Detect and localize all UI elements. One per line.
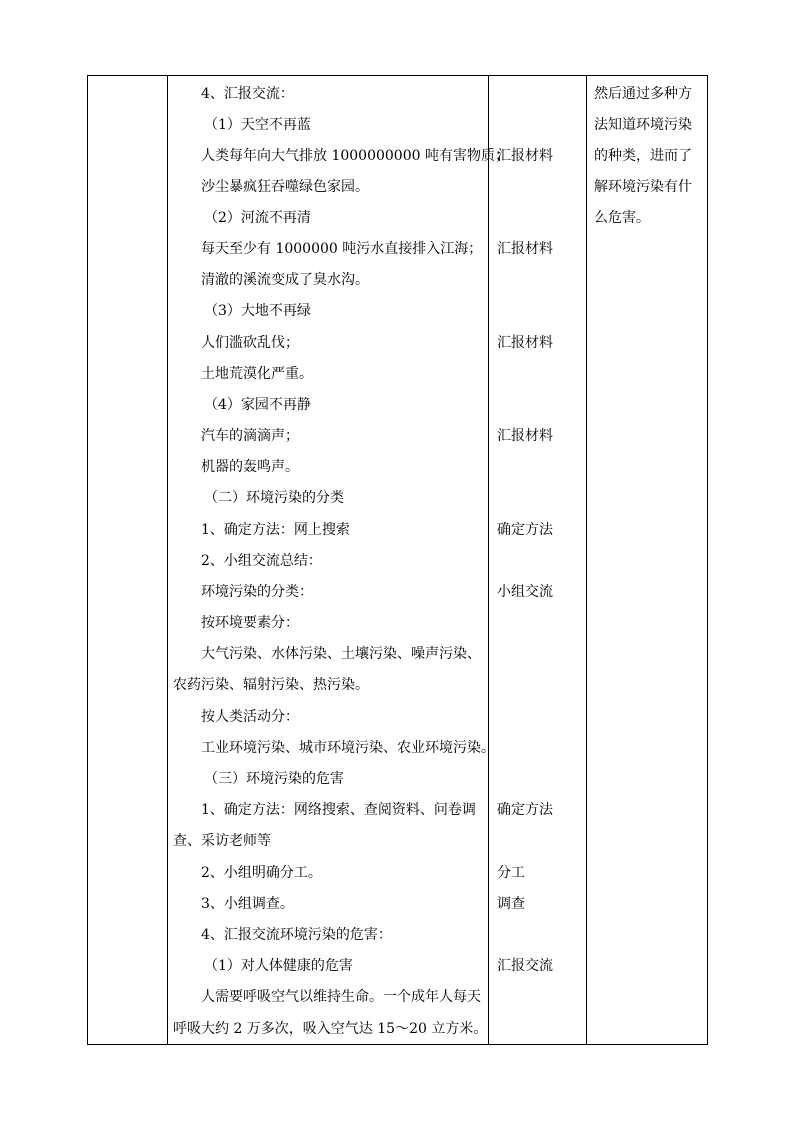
- intent-line: 么危害。: [594, 210, 650, 226]
- blank-column-cell: [88, 76, 168, 1045]
- activity-label: 分工: [497, 865, 525, 881]
- content-line: 1、确定方法：网络搜索、查阅资料、问卷调: [201, 802, 476, 818]
- content-line: 4、汇报交流环境污染的危害：: [201, 927, 392, 943]
- content-line: 3、小组调查。: [201, 896, 294, 912]
- content-line: 农药污染、辐射污染、热污染。: [173, 677, 369, 693]
- content-line: 2、小组交流总结：: [201, 553, 322, 569]
- content-line: 环境污染的分类：: [201, 584, 313, 600]
- activity-label: 确定方法: [497, 522, 553, 538]
- content-line: 每天至少有 1000000 吨污水直接排入江海；: [201, 241, 483, 257]
- content-line: 按人类活动分：: [201, 709, 299, 725]
- table-row: [88, 76, 708, 1045]
- content-line: （1）天空不再蓝: [204, 117, 311, 133]
- intent-line: 然后通过多种方: [594, 86, 692, 102]
- content-line: 人类每年向大气排放 1000000000 吨有害物质；: [201, 148, 509, 164]
- content-line: 土地荒漠化严重。: [201, 366, 313, 382]
- content-line: 工业环境污染、城市环境污染、农业环境污染。: [201, 740, 495, 756]
- content-line: （三）环境污染的危害: [204, 771, 344, 787]
- content-line: 沙尘暴疯狂吞噬绿色家园。: [201, 179, 369, 195]
- activity-label: 确定方法: [497, 802, 553, 818]
- activity-label: 汇报材料: [497, 148, 553, 164]
- content-line: 汽车的滴滴声；: [201, 428, 299, 444]
- intent-line: 解环境污染有什: [594, 179, 692, 195]
- content-line: 2、小组明确分工。: [201, 865, 322, 881]
- activity-label: 汇报材料: [497, 428, 553, 444]
- content-line: 按环境要素分：: [201, 615, 299, 631]
- activity-label: 汇报交流: [497, 958, 553, 974]
- content-line: 呼吸大约 2 万多次，吸入空气达 15～20 立方米。: [173, 1021, 488, 1037]
- student-activity-cell: [489, 76, 587, 1045]
- lesson-plan-table: [87, 75, 708, 1045]
- content-line: 清澈的溪流变成了臭水沟。: [201, 272, 369, 288]
- content-line: （1）对人体健康的危害: [204, 958, 353, 974]
- activity-label: 汇报材料: [497, 241, 553, 257]
- content-line: 人们滥砍乱伐；: [201, 335, 299, 351]
- intent-line: 的种类，进而了: [594, 148, 692, 164]
- content-line: 大气污染、水体污染、土壤污染、噪声污染、: [201, 646, 481, 662]
- content-line: （2）河流不再清: [204, 210, 311, 226]
- content-line: 4、汇报交流：: [201, 86, 294, 102]
- activity-label: 汇报材料: [497, 335, 553, 351]
- content-line: 人需要呼吸空气以维持生命。一个成年人每天: [201, 989, 481, 1005]
- content-line: （3）大地不再绿: [204, 303, 311, 319]
- teaching-content-cell: [168, 76, 509, 1045]
- content-line: 1、确定方法：网上搜索: [201, 522, 350, 538]
- activity-label: 小组交流: [497, 584, 553, 600]
- activity-label: 调查: [497, 896, 525, 912]
- content-line: 查、采访老师等: [173, 833, 271, 849]
- intent-line: 法知道环境污染: [594, 117, 692, 133]
- design-intent-cell: [587, 76, 708, 1045]
- content-line: （二）环境污染的分类: [204, 490, 344, 506]
- content-line: 机器的轰鸣声。: [201, 459, 299, 475]
- content-line: （4）家园不再静: [204, 397, 311, 413]
